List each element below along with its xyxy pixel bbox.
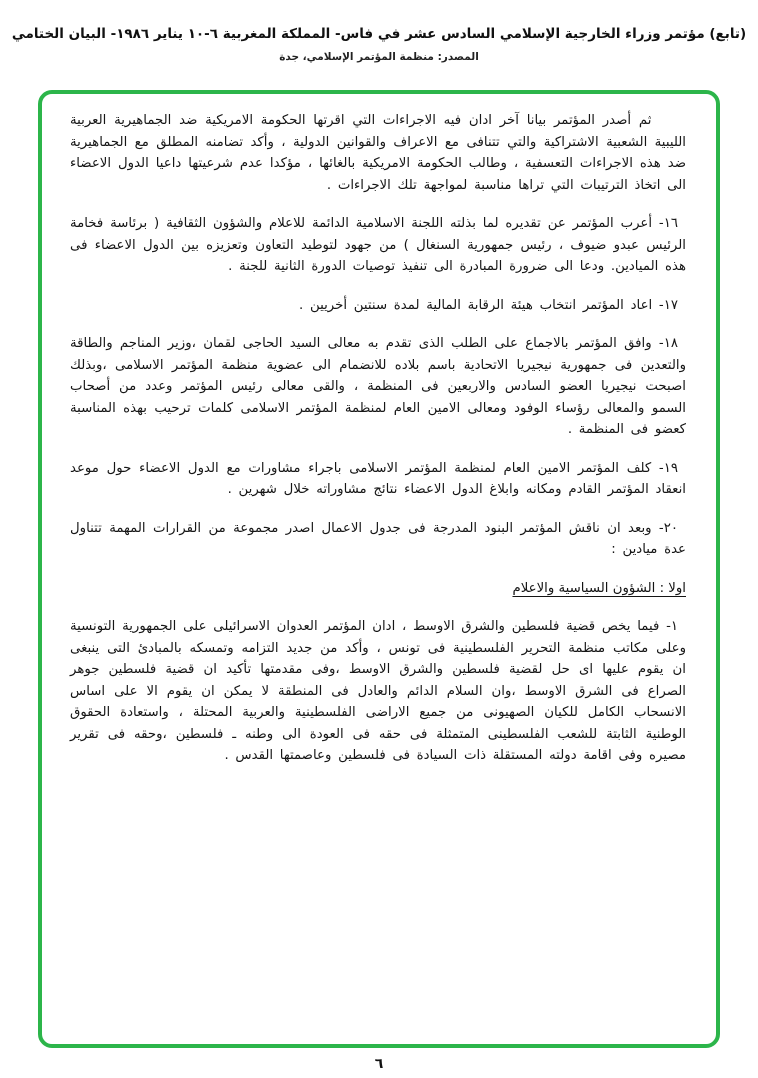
paragraph-item-20: ٢٠- وبعد ان ناقش المؤتمر البنود المدرجة فى جدول الاعمال اصدر مجموعة من القرارات المهمة تتناول عدة ميادين : — [70, 520, 686, 557]
document-header — [0, 0, 758, 63]
paragraph-item-19: ١٩- كلف المؤتمر الامين العام لمنظمة المؤتمر الاسلامى باجراء مشاورات مع الدول الاعضاء حول موعد انعقاد المؤتمر القادم ومكانه وابلاغ الدول الاعضاء نتائج مشاوراته خلال شهرين . — [70, 460, 686, 497]
document-title: (تابع) مؤتمر وزراء الخارجية الإسلامي السادس عشر في فاس- المملكة المغربية ٦-١٠ يناير ١٩٨٦- البيان الختامي — [11, 26, 747, 42]
page-number: ٦ — [374, 1056, 384, 1072]
paragraph-item-18: ١٨- وافق المؤتمر بالاجماع على الطلب الذى تقدم به معالى السيد الحاجى لقمان ،وزير المناجم والطاقة والتعدين فى جمهورية نيجيريا الاتحادية باسم بلاده للانضمام الى عضوية منظمة المؤتمر الاسلامى ،وبذلك اصبحت نيجيريا العضو السادس والاربعين فى المنظمة ، والقى معالى رئيس المؤتمر وعدد من أصحاب السمو والمعالى رؤساء الوفود ومعالى الامين العام لمنظمة المؤتمر الاسلامى كلمات ترحيب بهذه المناسبة كعضو فى المنظمة . — [70, 336, 686, 437]
document-source-line: المصدر: منظمة المؤتمر الإسلامي، جدة — [279, 51, 479, 63]
paragraph-intro: ثم أصدر المؤتمر بيانا آخر ادان فيه الاجراءات التي اقرتها الحكومة الامريكية ضد الجماهيرية العربية الليبية الشعبية الاشتراكية والتي تتنافى مع الاعراف والقوانين الدولية ، وأكد تضامنه المطلق مع الجماهيرية ضد هذه الاجراءات التعسفية ، وطالب الحكومة الامريكية بالغائها ، مؤكدا عدم شرعيتها داعيا الدول الاعضاء الى اتخاذ الترتيبات التي تراها مناسبة لمواجهة تلك الاجراءات . — [70, 113, 686, 193]
section-heading — [70, 578, 686, 600]
paragraph-item-1: ١- فيما يخص قضية فلسطين والشرق الاوسط ، ادان المؤتمر العدوان الاسرائيلى على الجمهورية التونسية وعلى مكاتب منظمة التحرير الفلسطينية فى تونس ، وأكد من جديد التزامه وتمسكه بالمبادئ التى ينبغى ان يقوم عليها اى حل لقضية فلسطين والشرق الاوسط ،وفى مقدمتها تأكيد ان قضية فلسطين جوهر الصراع فى الشرق الاوسط ،وان السلام الدائم والعادل فى المنطقة لا يمكن ان يقوم الا على اساس الانسحاب الكامل للكيان الصهيونى من جميع الاراضى الفلسطينية والعربية المحتلة ، واستعادة الحقوق الوطنية الثابتة للشعب الفلسطينى المتمثلة فى حقه فى العودة الى وطنه ـ فلسطين ،وحقه فى تقرير مصيره وفى اقامة دولته المستقلة ذات السيادة فى فلسطين وعاصمتها القدس . — [70, 619, 686, 763]
content-border-box — [38, 90, 720, 1048]
paragraph-item-17: ١٧- اعاد المؤتمر انتخاب هيئة الرقابة المالية لمدة سنتين أخريين . — [299, 297, 679, 313]
paragraph-item-16: ١٦- أعرب المؤتمر عن تقديره لما بذلته اللجنة الاسلامية الدائمة للاعلام والشؤون الثقافية ( برئاسة فخامة الرئيس عبدو ضيوف ، رئيس جمهورية السنغال ) من جهود لتوطيد التعاون وتعزيزه بين الدول الاعضاء فى هذه الميادين. ودعا الى ضرورة المبادرة الى تنفيذ توصيات الدورة الثانية للجنة . — [70, 216, 686, 274]
section-heading-text: اولا : الشؤون السياسية والاعلام — [512, 580, 686, 596]
